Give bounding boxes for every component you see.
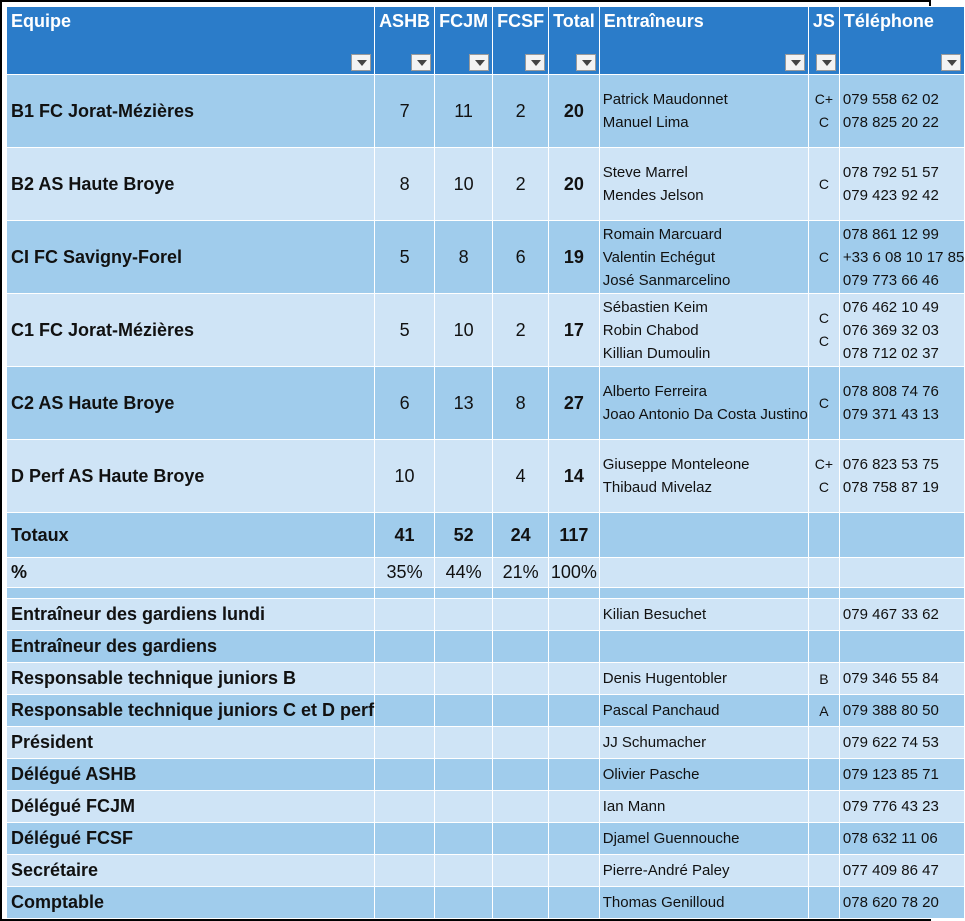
empty-cell[interactable] — [375, 759, 435, 791]
team-name[interactable]: B1 FC Jorat-Mézières — [7, 75, 375, 148]
fcsf-count[interactable]: 6 — [493, 221, 549, 294]
empty-cell[interactable] — [549, 663, 600, 695]
js-level: C — [818, 479, 829, 495]
js-level: C — [818, 394, 829, 411]
phone-number: 076 462 10 49 — [842, 298, 939, 316]
phone-number: 078 861 12 99 — [842, 225, 939, 243]
staff-phone[interactable]: 079 346 55 84 — [839, 663, 964, 695]
empty-cell[interactable] — [375, 695, 435, 727]
empty-cell[interactable] — [435, 695, 493, 727]
team-row — [7, 148, 965, 221]
js-level: C+ — [814, 456, 834, 472]
header-telephone — [839, 7, 964, 75]
js-cell[interactable] — [808, 294, 839, 367]
empty-cell[interactable] — [375, 663, 435, 695]
staff-phone[interactable]: 079 388 80 50 — [839, 695, 964, 727]
team-row — [7, 294, 965, 367]
team-name[interactable]: C1 FC Jorat-Mézières — [7, 294, 375, 367]
filter-dropdown-icon[interactable] — [411, 54, 431, 71]
fcsf-count[interactable]: 2 — [493, 294, 549, 367]
js-level: C+ — [814, 91, 834, 107]
team-name[interactable]: D Perf AS Haute Broye — [7, 440, 375, 513]
header-ashb — [375, 7, 435, 75]
ashb-count[interactable]: 6 — [375, 367, 435, 440]
staff-js[interactable] — [808, 631, 839, 663]
header-telephone-label: Téléphone — [843, 11, 934, 31]
coach-name: José Sanmarcelino — [602, 271, 731, 289]
staff-js[interactable]: A — [808, 695, 839, 727]
phone-number: 079 423 92 42 — [842, 187, 939, 204]
staff-name[interactable]: Pascal Panchaud — [599, 695, 808, 727]
coach-name: Giuseppe Monteleone — [602, 456, 750, 473]
percent-row — [7, 558, 965, 588]
percent-fcjm[interactable]: 44% — [435, 558, 493, 588]
header-row — [7, 7, 965, 75]
ashb-count[interactable]: 5 — [375, 294, 435, 367]
staff-role[interactable]: Secrétaire — [7, 855, 375, 887]
staff-role[interactable]: Responsable technique juniors C et D perf — [7, 695, 375, 727]
header-js-label: JS — [812, 11, 835, 31]
empty-cell[interactable] — [839, 588, 964, 599]
phone-number: 078 792 51 57 — [842, 164, 939, 181]
header-js — [808, 7, 839, 75]
empty-cell[interactable] — [435, 823, 493, 855]
coaches-cell[interactable] — [599, 294, 808, 367]
phone-number: 078 825 20 22 — [842, 114, 939, 131]
percent-label[interactable]: % — [7, 558, 375, 588]
staff-js[interactable] — [808, 727, 839, 759]
filter-dropdown-icon[interactable] — [941, 54, 961, 71]
empty-cell[interactable] — [493, 663, 549, 695]
staff-js[interactable] — [808, 599, 839, 631]
team-name[interactable]: B2 AS Haute Broye — [7, 148, 375, 221]
staff-phone[interactable]: 078 632 11 06 — [839, 823, 964, 855]
staff-name[interactable]: Ian Mann — [599, 791, 808, 823]
staff-role[interactable]: Délégué FCSF — [7, 823, 375, 855]
header-fcsf-label: FCSF — [497, 11, 545, 31]
js-cell[interactable] — [808, 148, 839, 221]
totals-ashb[interactable]: 41 — [375, 513, 435, 558]
total-count[interactable]: 17 — [549, 294, 600, 367]
staff-js[interactable] — [808, 823, 839, 855]
team-row — [7, 440, 965, 513]
staff-row — [7, 599, 965, 631]
filter-dropdown-icon[interactable] — [525, 54, 545, 71]
empty-cell[interactable] — [375, 631, 435, 663]
js-level: C — [818, 175, 829, 192]
staff-phone[interactable]: 079 776 43 23 — [839, 791, 964, 823]
filter-dropdown-icon[interactable] — [816, 54, 836, 71]
coach-name: Thibaud Mivelaz — [602, 479, 712, 496]
empty-cell[interactable] — [7, 588, 375, 599]
empty-cell[interactable] — [549, 727, 600, 759]
team-name[interactable]: CI FC Savigny-Forel — [7, 221, 375, 294]
empty-cell[interactable] — [435, 631, 493, 663]
js-level: C — [818, 333, 829, 349]
staff-name[interactable]: Pierre-André Paley — [599, 855, 808, 887]
phone-number: 079 371 43 13 — [842, 406, 939, 423]
fcjm-count[interactable]: 10 — [435, 148, 493, 221]
filter-dropdown-icon[interactable] — [351, 54, 371, 71]
js-cell[interactable] — [808, 221, 839, 294]
js-level: C — [818, 310, 829, 326]
coach-name: Alberto Ferreira — [602, 383, 707, 400]
empty-cell[interactable] — [435, 855, 493, 887]
total-count[interactable]: 19 — [549, 221, 600, 294]
phone-number: 078 712 02 37 — [842, 344, 939, 362]
staff-phone[interactable]: 079 123 85 71 — [839, 759, 964, 791]
fcjm-count[interactable] — [435, 440, 493, 513]
staff-row — [7, 727, 965, 759]
empty-cell[interactable] — [493, 727, 549, 759]
staff-phone[interactable] — [839, 631, 964, 663]
fcjm-count[interactable]: 11 — [435, 75, 493, 148]
staff-row — [7, 823, 965, 855]
empty-cell[interactable] — [549, 695, 600, 727]
staff-name[interactable]: Djamel Guennouche — [599, 823, 808, 855]
phones-cell[interactable] — [839, 148, 964, 221]
team-row — [7, 75, 965, 148]
empty-cell[interactable] — [435, 791, 493, 823]
empty-cell[interactable] — [599, 588, 808, 599]
staff-row — [7, 695, 965, 727]
spacer-row — [7, 588, 965, 599]
coaches-cell[interactable] — [599, 367, 808, 440]
fcsf-count[interactable]: 4 — [493, 440, 549, 513]
team-row — [7, 367, 965, 440]
filter-dropdown-icon[interactable] — [785, 54, 805, 71]
header-fcsf — [493, 7, 549, 75]
staff-phone[interactable]: 078 620 78 20 — [839, 887, 964, 919]
fcsf-count[interactable]: 8 — [493, 367, 549, 440]
totals-row — [7, 513, 965, 558]
staff-role[interactable]: Délégué FCJM — [7, 791, 375, 823]
empty-cell[interactable] — [839, 558, 964, 588]
header-entraineurs-label: Entraîneurs — [603, 11, 704, 31]
empty-cell[interactable] — [549, 887, 600, 919]
team-name[interactable]: C2 AS Haute Broye — [7, 367, 375, 440]
coach-name: Romain Marcuard — [602, 225, 722, 243]
staff-phone[interactable]: 077 409 86 47 — [839, 855, 964, 887]
staff-role[interactable]: Entraîneur des gardiens — [7, 631, 375, 663]
total-count[interactable]: 27 — [549, 367, 600, 440]
empty-cell[interactable] — [549, 855, 600, 887]
empty-cell[interactable] — [435, 599, 493, 631]
header-equipe — [7, 7, 375, 75]
empty-cell[interactable] — [375, 855, 435, 887]
phone-number: 076 369 32 03 — [842, 321, 939, 339]
empty-cell[interactable] — [435, 759, 493, 791]
phone-number: 078 758 87 19 — [842, 479, 939, 496]
team-table — [6, 6, 965, 919]
staff-name[interactable]: Denis Hugentobler — [599, 663, 808, 695]
empty-cell[interactable] — [549, 759, 600, 791]
empty-cell[interactable] — [375, 791, 435, 823]
staff-js[interactable] — [808, 759, 839, 791]
empty-cell[interactable] — [375, 823, 435, 855]
coach-name: Mendes Jelson — [602, 187, 704, 204]
empty-cell[interactable] — [493, 759, 549, 791]
empty-cell[interactable] — [493, 631, 549, 663]
coach-name: Killian Dumoulin — [602, 344, 711, 362]
staff-phone[interactable]: 079 622 74 53 — [839, 727, 964, 759]
phones-cell[interactable] — [839, 294, 964, 367]
empty-cell[interactable] — [808, 588, 839, 599]
empty-cell[interactable] — [549, 599, 600, 631]
header-entraineurs — [599, 7, 808, 75]
empty-cell[interactable] — [493, 695, 549, 727]
empty-cell[interactable] — [435, 887, 493, 919]
empty-cell[interactable] — [549, 823, 600, 855]
staff-row — [7, 855, 965, 887]
empty-cell[interactable] — [435, 588, 493, 599]
staff-row — [7, 663, 965, 695]
phone-number: 076 823 53 75 — [842, 456, 939, 473]
header-total — [549, 7, 600, 75]
empty-cell[interactable] — [599, 558, 808, 588]
staff-row — [7, 887, 965, 919]
empty-cell[interactable] — [375, 887, 435, 919]
ashb-count[interactable]: 7 — [375, 75, 435, 148]
staff-row — [7, 631, 965, 663]
team-row — [7, 221, 965, 294]
totals-total[interactable]: 117 — [549, 513, 600, 558]
empty-cell[interactable] — [435, 727, 493, 759]
staff-name[interactable]: Olivier Pasche — [599, 759, 808, 791]
js-cell[interactable] — [808, 367, 839, 440]
header-fcjm — [435, 7, 493, 75]
phones-cell[interactable] — [839, 440, 964, 513]
js-cell[interactable] — [808, 75, 839, 148]
fcjm-count[interactable]: 13 — [435, 367, 493, 440]
phones-cell[interactable] — [839, 221, 964, 294]
empty-cell[interactable] — [493, 887, 549, 919]
fcsf-count[interactable]: 2 — [493, 75, 549, 148]
empty-cell[interactable] — [808, 558, 839, 588]
empty-cell[interactable] — [435, 663, 493, 695]
js-level: C — [818, 114, 829, 130]
ashb-count[interactable]: 5 — [375, 221, 435, 294]
coach-name: Joao Antonio Da Costa Justino — [602, 406, 808, 423]
staff-phone[interactable]: 079 467 33 62 — [839, 599, 964, 631]
filter-dropdown-icon[interactable] — [469, 54, 489, 71]
fcjm-count[interactable]: 8 — [435, 221, 493, 294]
staff-role[interactable]: Comptable — [7, 887, 375, 919]
percent-fcsf[interactable]: 21% — [493, 558, 549, 588]
empty-cell[interactable] — [549, 588, 600, 599]
header-ashb-label: ASHB — [379, 11, 431, 31]
staff-role[interactable]: Président — [7, 727, 375, 759]
empty-cell[interactable] — [375, 599, 435, 631]
empty-cell[interactable] — [493, 823, 549, 855]
staff-role[interactable]: Responsable technique juniors B — [7, 663, 375, 695]
fcjm-count[interactable]: 10 — [435, 294, 493, 367]
totals-fcsf[interactable]: 24 — [493, 513, 549, 558]
phone-number: 079 558 62 02 — [842, 91, 939, 108]
phones-cell[interactable] — [839, 367, 964, 440]
coach-name: Valentin Echégut — [602, 248, 716, 266]
staff-js[interactable] — [808, 855, 839, 887]
coaches-cell[interactable] — [599, 440, 808, 513]
ashb-count[interactable]: 8 — [375, 148, 435, 221]
percent-ashb[interactable]: 35% — [375, 558, 435, 588]
total-count[interactable]: 14 — [549, 440, 600, 513]
staff-js[interactable]: B — [808, 663, 839, 695]
staff-row — [7, 759, 965, 791]
empty-cell[interactable] — [493, 855, 549, 887]
coach-name: Robin Chabod — [602, 321, 699, 339]
empty-cell[interactable] — [493, 599, 549, 631]
staff-row — [7, 791, 965, 823]
staff-name[interactable]: JJ Schumacher — [599, 727, 808, 759]
coach-name: Steve Marrel — [602, 164, 688, 181]
phone-number: 078 808 74 76 — [842, 383, 939, 400]
empty-cell[interactable] — [375, 727, 435, 759]
staff-role[interactable]: Délégué ASHB — [7, 759, 375, 791]
phones-cell[interactable] — [839, 75, 964, 148]
staff-name[interactable]: Kilian Besuchet — [599, 599, 808, 631]
js-cell[interactable] — [808, 440, 839, 513]
coach-name: Patrick Maudonnet — [602, 91, 728, 108]
staff-js[interactable] — [808, 791, 839, 823]
empty-cell[interactable] — [493, 588, 549, 599]
staff-name[interactable] — [599, 631, 808, 663]
totals-fcjm[interactable]: 52 — [435, 513, 493, 558]
empty-cell[interactable] — [839, 513, 964, 558]
phone-number: 079 773 66 46 — [842, 271, 939, 289]
total-count[interactable]: 20 — [549, 148, 600, 221]
coaches-cell[interactable] — [599, 221, 808, 294]
empty-cell[interactable] — [549, 791, 600, 823]
empty-cell[interactable] — [493, 791, 549, 823]
phone-number: +33 6 08 10 17 85 — [842, 248, 965, 266]
coaches-cell[interactable] — [599, 75, 808, 148]
percent-total[interactable]: 100% — [549, 558, 600, 588]
staff-name[interactable]: Thomas Genilloud — [599, 887, 808, 919]
coaches-cell[interactable] — [599, 148, 808, 221]
empty-cell[interactable] — [599, 513, 808, 558]
staff-role[interactable]: Entraîneur des gardiens lundi — [7, 599, 375, 631]
header-total-label: Total — [553, 11, 595, 31]
empty-cell[interactable] — [549, 631, 600, 663]
header-fcjm-label: FCJM — [439, 11, 489, 31]
empty-cell[interactable] — [808, 513, 839, 558]
total-count[interactable]: 20 — [549, 75, 600, 148]
empty-cell[interactable] — [375, 588, 435, 599]
ashb-count[interactable]: 10 — [375, 440, 435, 513]
js-level: C — [818, 248, 829, 265]
filter-dropdown-icon[interactable] — [576, 54, 596, 71]
coach-name: Manuel Lima — [602, 114, 689, 131]
header-equipe-label: Equipe — [11, 11, 72, 31]
fcsf-count[interactable]: 2 — [493, 148, 549, 221]
totals-label[interactable]: Totaux — [7, 513, 375, 558]
coach-name: Sébastien Keim — [602, 298, 708, 316]
staff-js[interactable] — [808, 887, 839, 919]
